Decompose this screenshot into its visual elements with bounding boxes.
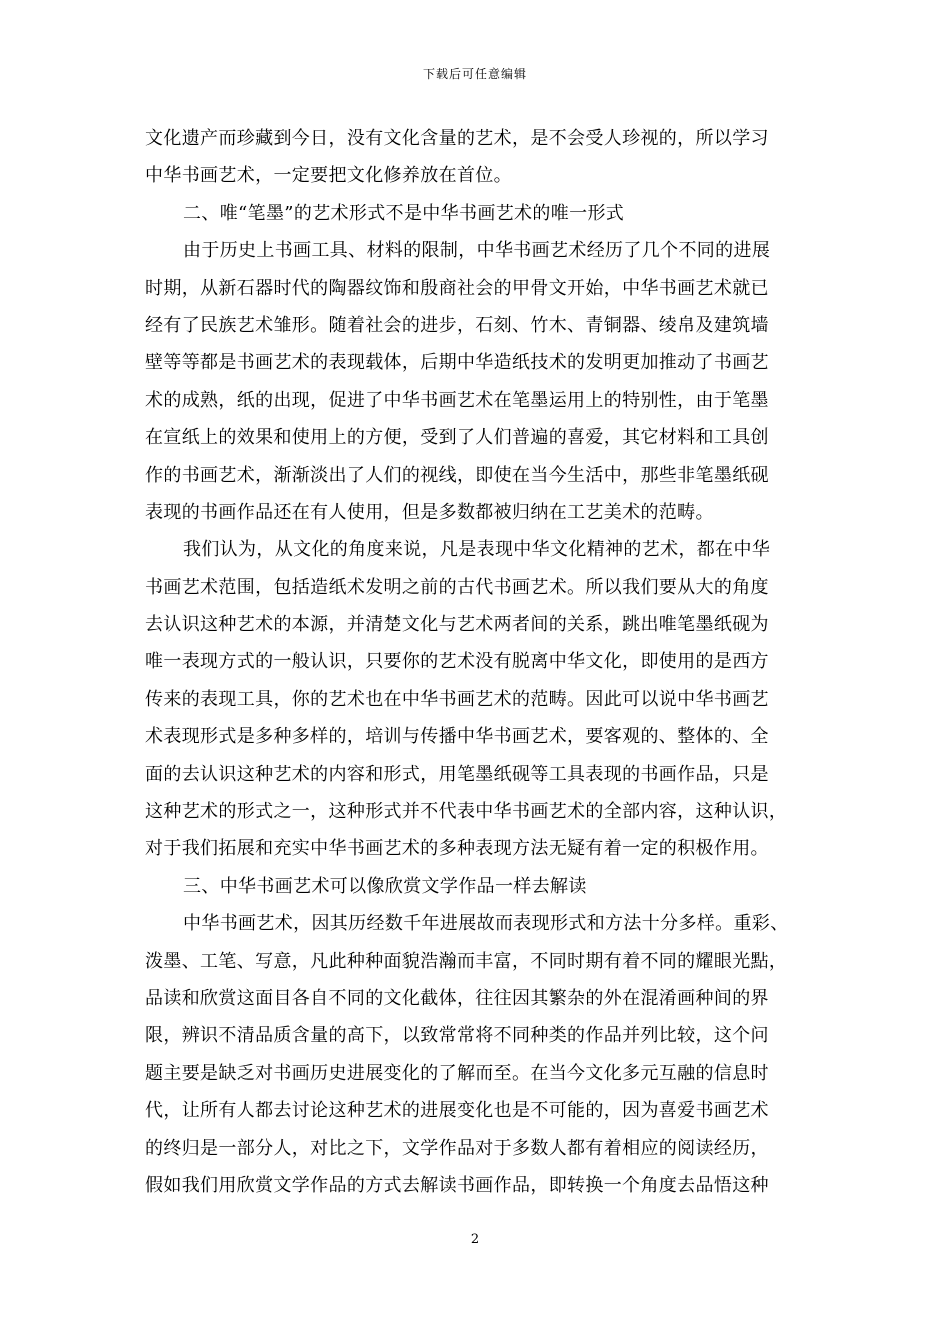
text-line: 书画艺术范围，包括造纸术发明之前的古代书画艺术。所以我们要从大的角度 xyxy=(145,576,769,598)
text-line: 中华书画艺术，一定要把文化修养放在首位。 xyxy=(145,165,512,187)
text-line: 表现的书画作品还在有人使用，但是多数都被归纳在工艺美术的范畴。 xyxy=(145,501,714,523)
text-line: 唯一表现方式的一般认识，只要你的艺术没有脱离中华文化，即使用的是西方 xyxy=(145,651,769,673)
page-header: 下载后可任意编辑 xyxy=(422,67,527,81)
text-line: 泼墨、工笔、写意，凡此种种面貌浩瀚而丰富，不同时期有着不同的耀眼光點， xyxy=(145,950,788,972)
text-line: 传来的表现工具，你的艺术也在中华书画艺术的范畴。因此可以说中华书画艺 xyxy=(145,688,769,710)
text-line: 这种艺术的形式之一，这种形式并不代表中华书画艺术的全部内容，这种认识， xyxy=(145,801,788,823)
text-line: 术的成熟，纸的出现，促进了中华书画艺术在笔墨运用上的特别性，由于笔墨 xyxy=(145,389,769,411)
text-line: 面的去认识这种艺术的内容和形式，用笔墨纸砚等工具表现的书画作品，只是 xyxy=(145,763,769,785)
text-line: 的终归是一部分人，对比之下，文学作品对于多数人都有着相应的阅读经历， xyxy=(145,1137,769,1159)
text-line: 题主要是缺乏对书画历史进展变化的了解而至。在当今文化多元互融的信息时 xyxy=(145,1062,769,1084)
text-line: 去认识这种艺术的本源，并清楚文化与艺术两者间的关系，跳出唯笔墨纸砚为 xyxy=(145,614,769,636)
text-line: 品读和欣赏这面目各自不同的文化截体，往往因其繁杂的外在混淆画种间的界 xyxy=(145,987,769,1009)
text-line: 作的书画艺术，渐渐淡出了人们的视线，即使在当今生活中，那些非笔墨纸砚 xyxy=(145,464,769,486)
section-heading: 二、唯“笔墨”的艺术形式不是中华书画艺术的唯一形式 xyxy=(183,202,625,224)
document-body xyxy=(145,124,807,1208)
text-line: 中华书画艺术，因其历经数千年进展故而表现形式和方法十分多样。重彩、 xyxy=(183,913,789,935)
page-number: 2 xyxy=(470,1232,480,1247)
text-line: 术表现形式是多种多样的，培训与传播中华书画艺术，要客观的、整体的、全 xyxy=(145,726,769,748)
text-line: 文化遗产而珍藏到今日，没有文化含量的艺术，是不会受人珍视的，所以学习 xyxy=(145,128,769,149)
text-line: 对于我们拓展和充实中华书画艺术的多种表现方法无疑有着一定的积极作用。 xyxy=(145,838,769,860)
text-line: 由于历史上书画工具、材料的限制，中华书画艺术经历了几个不同的进展 xyxy=(183,240,771,262)
text-line: 代，让所有人都去讨论这种艺术的进展变化也是不可能的，因为喜爱书画艺术 xyxy=(145,1100,769,1122)
text-line: 限，辨识不清品质含量的高下，以致常常将不同种类的作品并列比较，这个问 xyxy=(145,1025,769,1047)
text-line: 壁等等都是书画艺术的表现载体，后期中华造纸技术的发明更加推动了书画艺 xyxy=(145,352,769,374)
text-line: 时期，从新石器时代的陶器纹饰和殷商社会的甲骨文开始，中华书画艺术就已 xyxy=(145,277,769,299)
text-line: 经有了民族艺术雏形。随着社会的进步，石刻、竹木、青铜器、绫帛及建筑墙 xyxy=(145,314,769,336)
text-line: 在宣纸上的效果和使用上的方便，受到了人们普遍的喜爱，其它材料和工具创 xyxy=(145,427,769,449)
text-line: 我们认为，从文化的角度来说，凡是表现中华文化精神的艺术，都在中华 xyxy=(183,539,771,561)
text-line: 假如我们用欣赏文学作品的方式去解读书画作品，即转换一个角度去品悟这种 xyxy=(145,1174,769,1196)
section-heading: 三、中华书画艺术可以像欣赏文学作品一样去解读 xyxy=(183,875,587,897)
